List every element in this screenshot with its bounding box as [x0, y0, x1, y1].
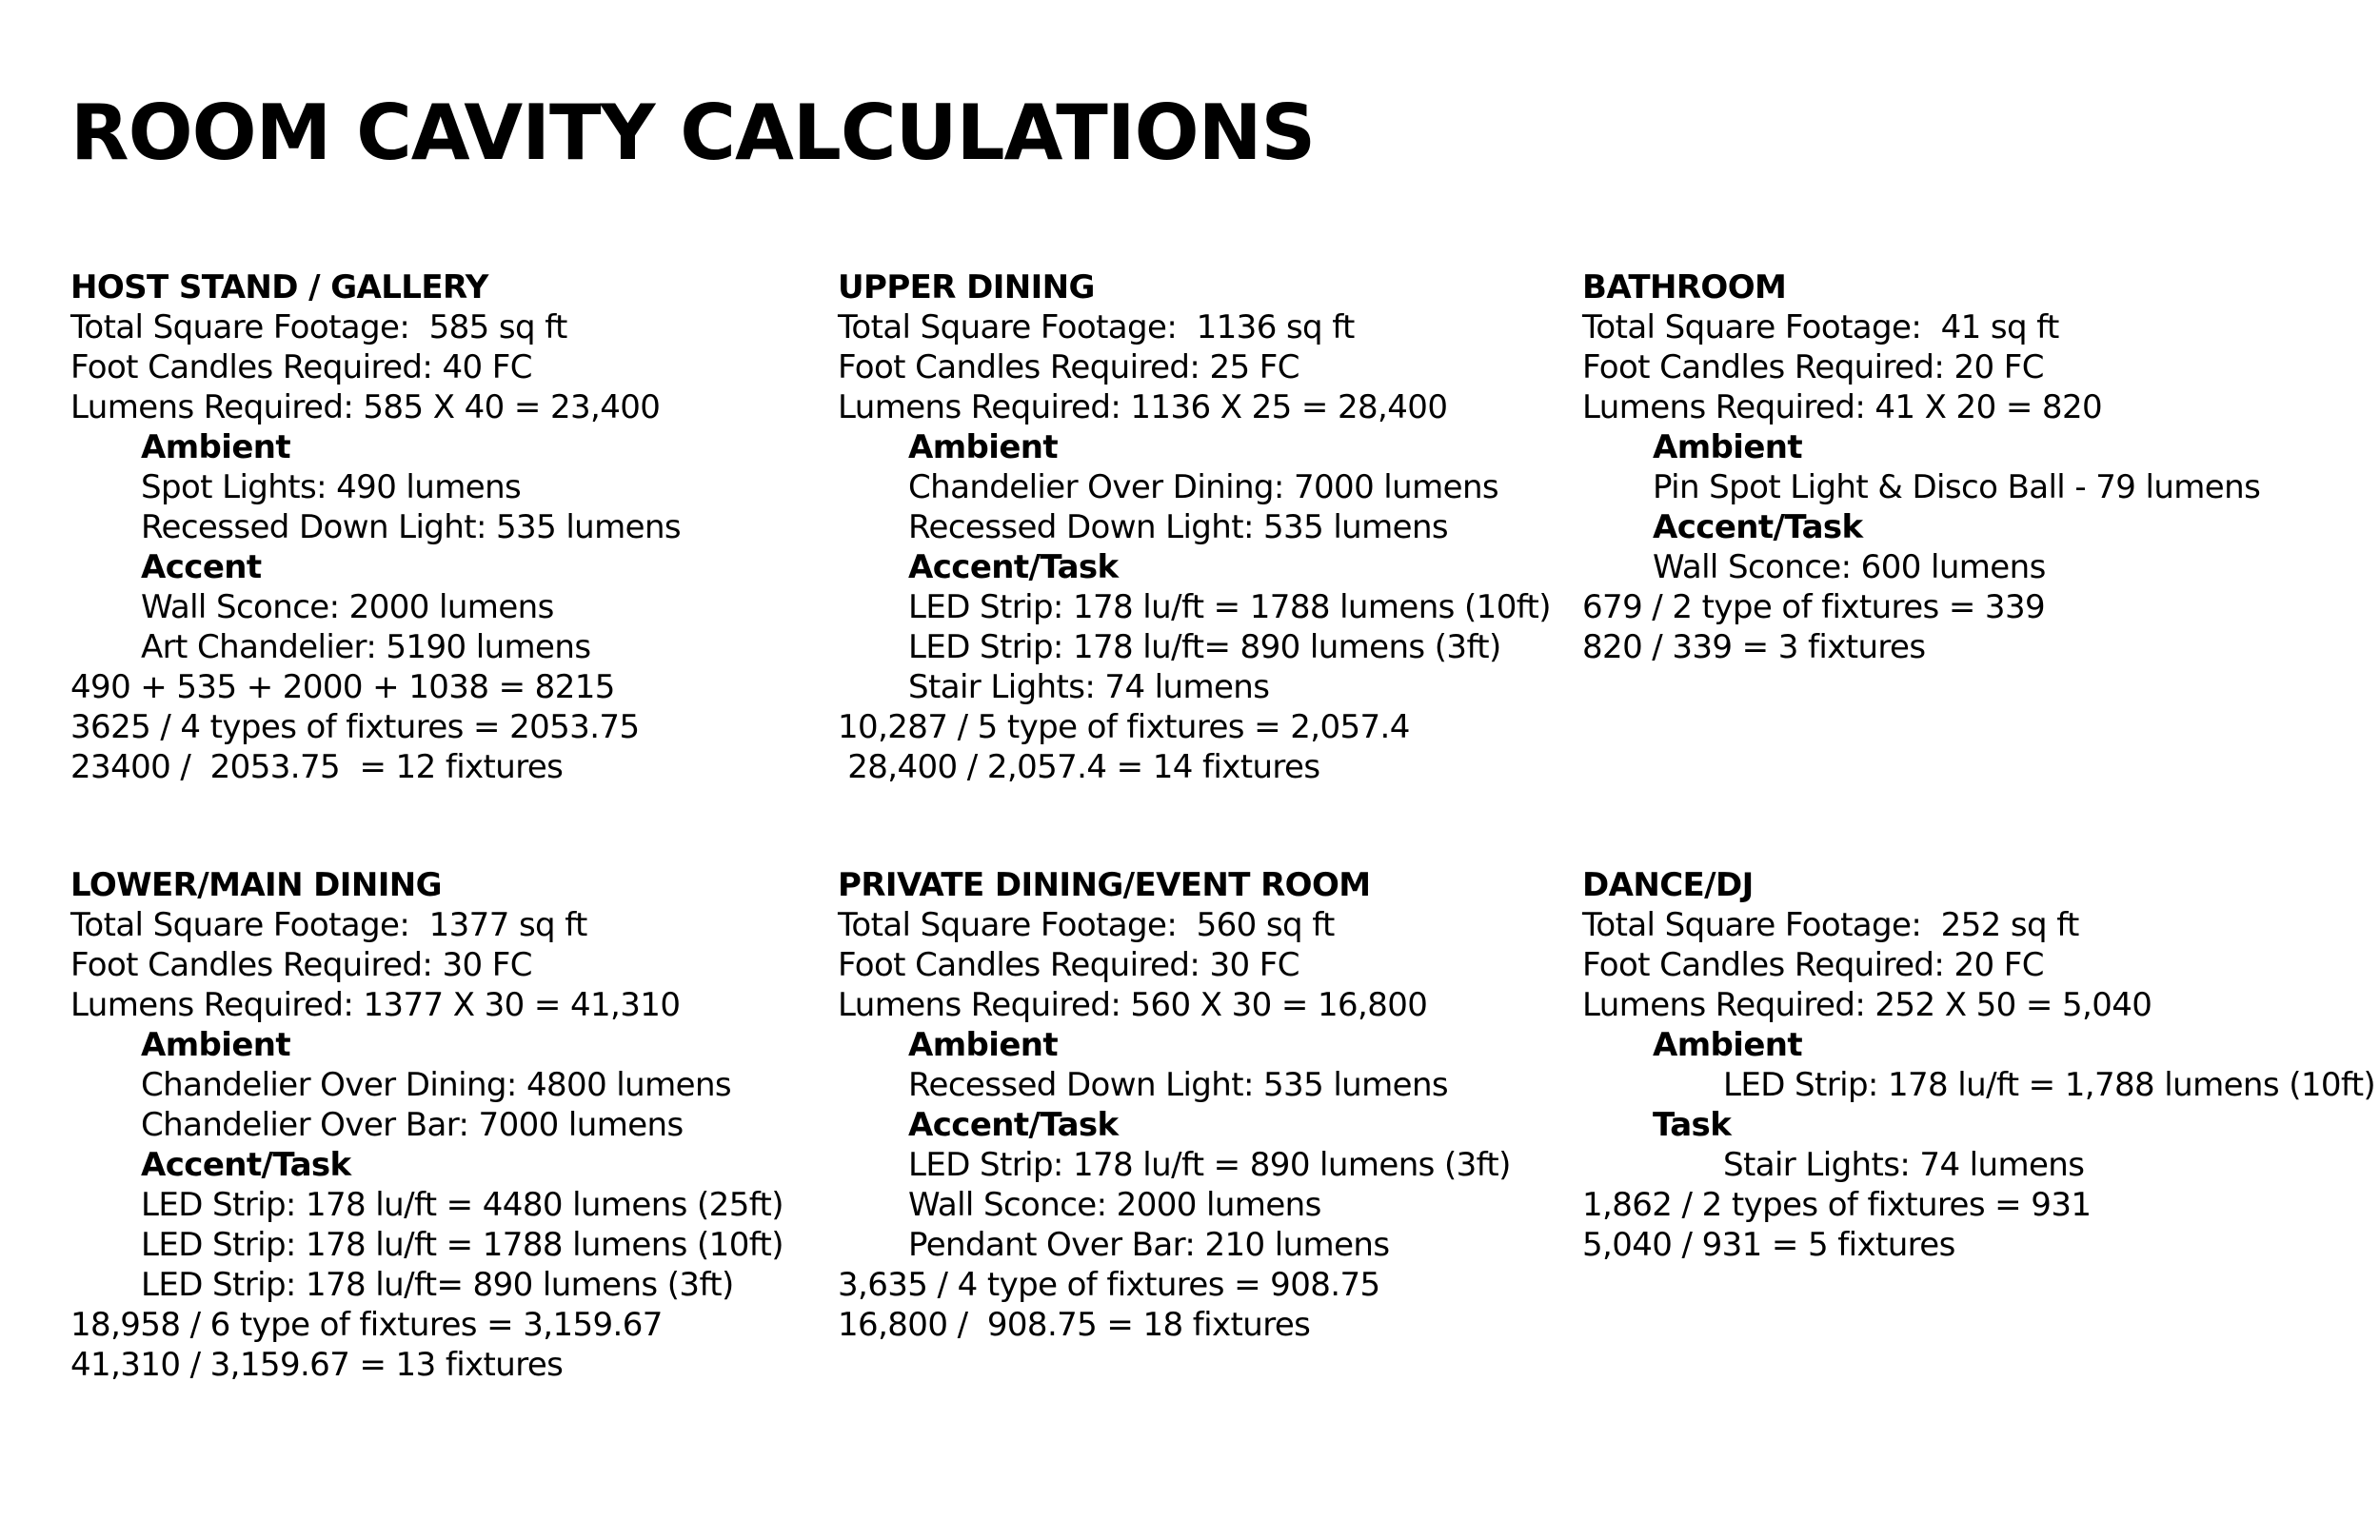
- calculation-line: 41,310 / 3,159.67 = 13 fixtures: [70, 1346, 564, 1384]
- foot-candles-required: Foot Candles Required: 40 FC: [70, 348, 532, 386]
- fixture-item: Wall Sconce: 600 lumens: [1653, 548, 2046, 586]
- fixture-item: LED Strip: 178 lu/ft = 4480 lumens (25ft): [141, 1186, 783, 1224]
- lumens-required: Lumens Required: 41 X 20 = 820: [1582, 388, 2103, 426]
- category-ambient: Ambient: [1653, 1026, 1803, 1064]
- calculation-line: 3,635 / 4 type of fixtures = 908.75: [838, 1266, 1380, 1304]
- section-private-dining-event-room: [838, 865, 1511, 1345]
- lumens-required: Lumens Required: 1136 X 25 = 28,400: [838, 388, 1448, 426]
- foot-candles-required: Foot Candles Required: 30 FC: [838, 946, 1299, 984]
- lumens-required: Lumens Required: 252 X 50 = 5,040: [1582, 986, 2152, 1024]
- fixture-item: Pin Spot Light & Disco Ball - 79 lumens: [1653, 468, 2261, 506]
- lumens-required: Lumens Required: 585 X 40 = 23,400: [70, 388, 661, 426]
- section-heading: LOWER/MAIN DINING: [70, 866, 442, 904]
- fixture-item: Stair Lights: 74 lumens: [1723, 1146, 2085, 1184]
- calculation-line: 820 / 339 = 3 fixtures: [1582, 628, 1926, 666]
- foot-candles-required: Foot Candles Required: 25 FC: [838, 348, 1299, 386]
- category-ambient: Ambient: [1653, 428, 1803, 466]
- section-lower-main-dining: [70, 865, 783, 1385]
- fixture-item: Art Chandelier: 5190 lumens: [141, 628, 591, 666]
- calculation-line: 18,958 / 6 type of fixtures = 3,159.67: [70, 1306, 663, 1344]
- lumens-required: Lumens Required: 1377 X 30 = 41,310: [70, 986, 681, 1024]
- section-upper-dining: [838, 267, 1551, 787]
- fixture-item: Recessed Down Light: 535 lumens: [908, 508, 1449, 546]
- section-heading: HOST STAND / GALLERY: [70, 268, 488, 306]
- calculation-line: 10,287 / 5 type of fixtures = 2,057.4: [838, 708, 1410, 746]
- foot-candles-required: Foot Candles Required: 30 FC: [70, 946, 532, 984]
- calculation-line: 16,800 / 908.75 = 18 fixtures: [838, 1306, 1311, 1344]
- section-heading: BATHROOM: [1582, 268, 1787, 306]
- category-accent-task: Accent/Task: [141, 1146, 351, 1184]
- calculation-line: 1,862 / 2 types of fixtures = 931: [1582, 1186, 2092, 1224]
- calculation-line: 23400 / 2053.75 = 12 fixtures: [70, 748, 564, 786]
- section-heading: UPPER DINING: [838, 268, 1095, 306]
- lumens-required: Lumens Required: 560 X 30 = 16,800: [838, 986, 1428, 1024]
- fixture-item: Chandelier Over Dining: 4800 lumens: [141, 1066, 732, 1104]
- category-accent: Accent: [141, 548, 262, 586]
- fixture-item: LED Strip: 178 lu/ft = 1,788 lumens (10ft): [1723, 1066, 2376, 1104]
- total-square-footage: Total Square Footage: 585 sq ft: [70, 308, 567, 346]
- calculation-line: 679 / 2 type of fixtures = 339: [1582, 588, 2046, 626]
- section-host-stand-gallery: [70, 267, 681, 787]
- calculation-line: 490 + 535 + 2000 + 1038 = 8215: [70, 668, 615, 706]
- fixture-item: Wall Sconce: 2000 lumens: [141, 588, 554, 626]
- total-square-footage: Total Square Footage: 560 sq ft: [838, 906, 1335, 944]
- total-square-footage: Total Square Footage: 252 sq ft: [1582, 906, 2079, 944]
- category-ambient: Ambient: [908, 1026, 1059, 1064]
- fixture-item: Spot Lights: 490 lumens: [141, 468, 522, 506]
- category-accent-task: Accent/Task: [1653, 508, 1863, 546]
- calculation-line: 3625 / 4 types of fixtures = 2053.75: [70, 708, 640, 746]
- fixture-item: Wall Sconce: 2000 lumens: [908, 1186, 1321, 1224]
- fixture-item: LED Strip: 178 lu/ft = 1788 lumens (10ft): [141, 1226, 783, 1264]
- category-accent-task: Accent/Task: [908, 548, 1119, 586]
- section-bathroom: [1582, 267, 2260, 667]
- fixture-item: Stair Lights: 74 lumens: [908, 668, 1270, 706]
- total-square-footage: Total Square Footage: 41 sq ft: [1582, 308, 2059, 346]
- page-title: ROOM CAVITY CALCULATIONS: [70, 89, 1316, 177]
- fixture-item: Pendant Over Bar: 210 lumens: [908, 1226, 1390, 1264]
- category-accent-task: Accent/Task: [908, 1106, 1119, 1144]
- category-ambient: Ambient: [908, 428, 1059, 466]
- calculation-line: 5,040 / 931 = 5 fixtures: [1582, 1226, 1955, 1264]
- category-task: Task: [1653, 1106, 1732, 1144]
- category-ambient: Ambient: [141, 428, 291, 466]
- fixture-item: Chandelier Over Dining: 7000 lumens: [908, 468, 1499, 506]
- section-heading: PRIVATE DINING/EVENT ROOM: [838, 866, 1371, 904]
- section-dance-dj: [1582, 865, 2375, 1265]
- fixture-item: Recessed Down Light: 535 lumens: [141, 508, 682, 546]
- fixture-item: LED Strip: 178 lu/ft = 890 lumens (3ft): [908, 1146, 1511, 1184]
- calculation-line: 28,400 / 2,057.4 = 14 fixtures: [838, 748, 1320, 786]
- fixture-item: LED Strip: 178 lu/ft= 890 lumens (3ft): [141, 1266, 734, 1304]
- fixture-item: Chandelier Over Bar: 7000 lumens: [141, 1106, 684, 1144]
- fixture-item: Recessed Down Light: 535 lumens: [908, 1066, 1449, 1104]
- total-square-footage: Total Square Footage: 1377 sq ft: [70, 906, 587, 944]
- fixture-item: LED Strip: 178 lu/ft = 1788 lumens (10ft): [908, 588, 1551, 626]
- total-square-footage: Total Square Footage: 1136 sq ft: [838, 308, 1355, 346]
- foot-candles-required: Foot Candles Required: 20 FC: [1582, 946, 2044, 984]
- category-ambient: Ambient: [141, 1026, 291, 1064]
- section-heading: DANCE/DJ: [1582, 866, 1754, 904]
- foot-candles-required: Foot Candles Required: 20 FC: [1582, 348, 2044, 386]
- fixture-item: LED Strip: 178 lu/ft= 890 lumens (3ft): [908, 628, 1501, 666]
